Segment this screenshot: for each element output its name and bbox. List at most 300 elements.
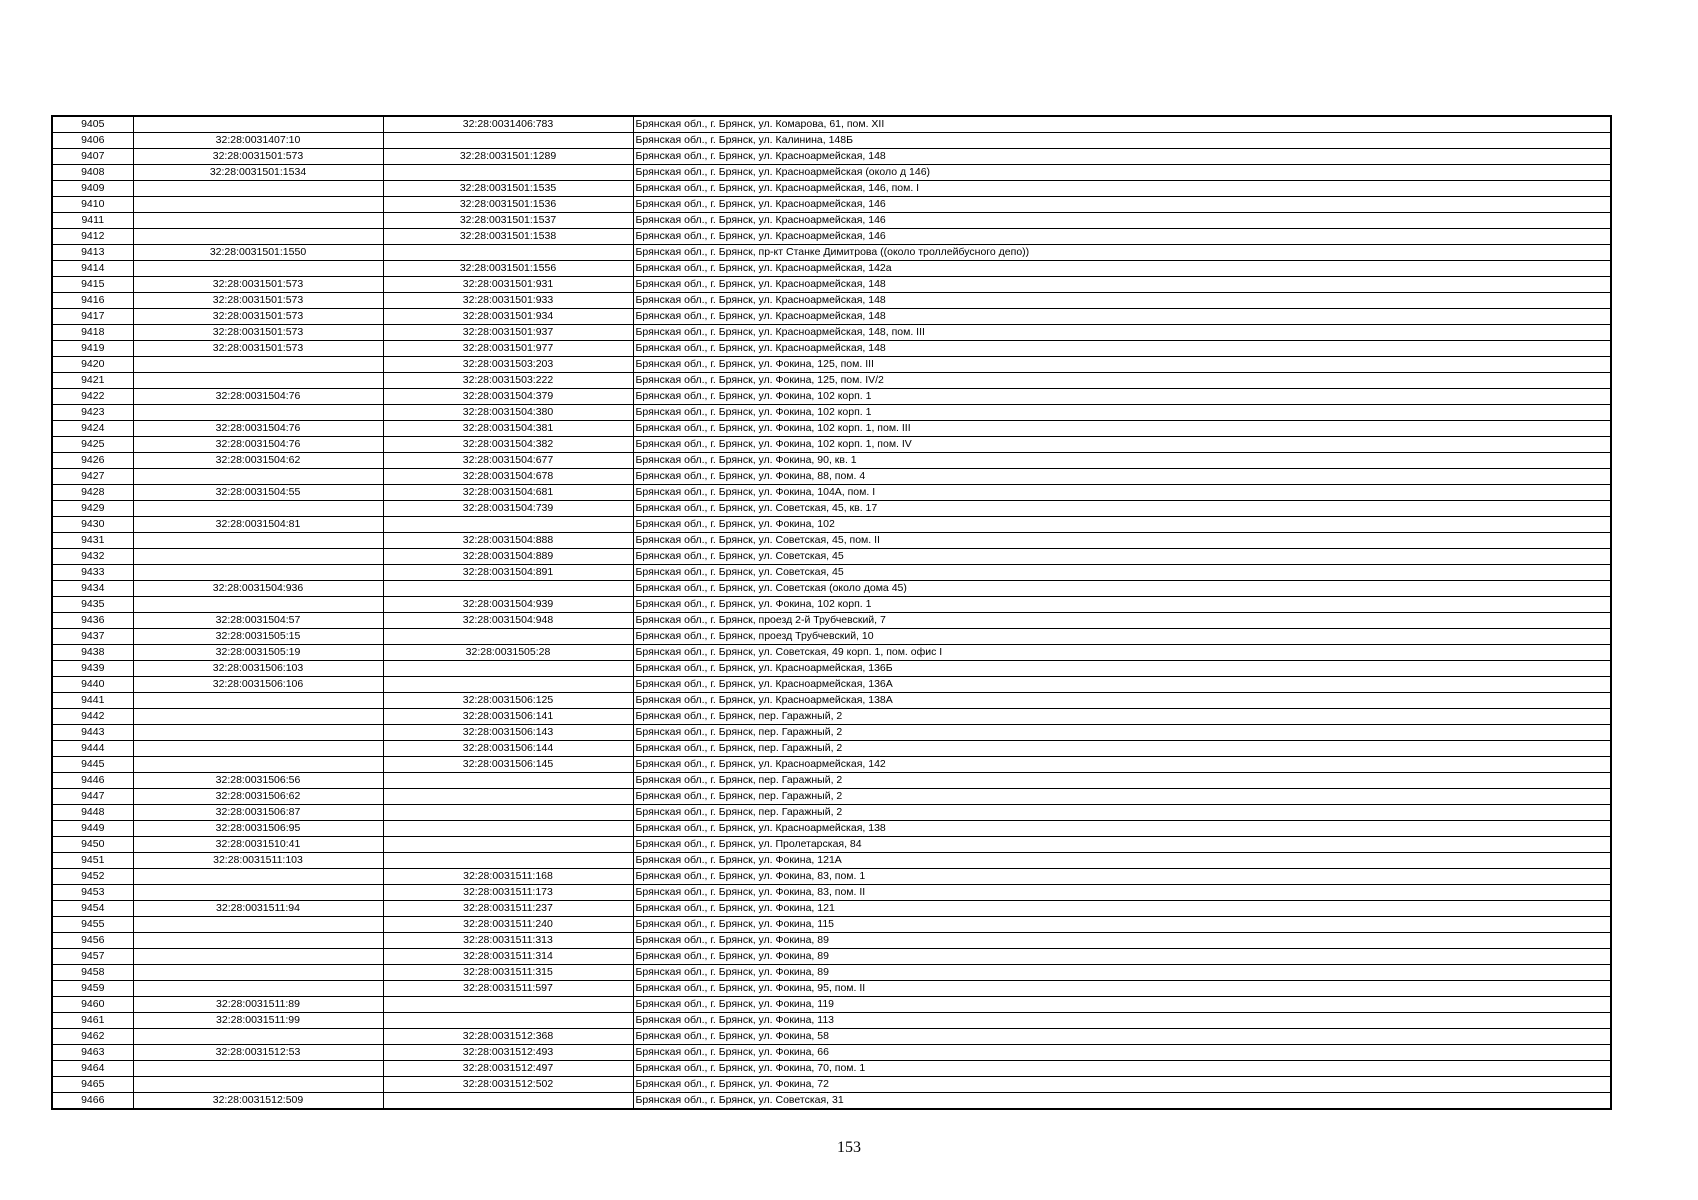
address-cell: Брянская обл., г. Брянск, ул. Красноармейская, 146 bbox=[633, 213, 1611, 229]
address-cell: Брянская обл., г. Брянск, ул. Красноармейская, 138А bbox=[633, 693, 1611, 709]
row-number-cell: 9435 bbox=[52, 597, 133, 613]
address-cell: Брянская обл., г. Брянск, ул. Красноармейская, 142а bbox=[633, 261, 1611, 277]
land-cadastral-number-cell: 32:28:0031501:573 bbox=[133, 293, 383, 309]
table-row bbox=[52, 901, 1611, 917]
land-cadastral-number-cell bbox=[133, 597, 383, 613]
row-number-cell: 9432 bbox=[52, 549, 133, 565]
address-cell: Брянская обл., г. Брянск, ул. Красноармейская, 148 bbox=[633, 277, 1611, 293]
registry-table-body bbox=[52, 116, 1611, 1109]
registry-table bbox=[51, 115, 1612, 1110]
row-number-cell: 9436 bbox=[52, 613, 133, 629]
table-row bbox=[52, 1061, 1611, 1077]
row-number-cell: 9422 bbox=[52, 389, 133, 405]
land-cadastral-number-cell bbox=[133, 885, 383, 901]
address-cell: Брянская обл., г. Брянск, ул. Фокина, 70, пом. 1 bbox=[633, 1061, 1611, 1077]
land-cadastral-number-cell bbox=[133, 757, 383, 773]
address-cell: Брянская обл., г. Брянск, ул. Фокина, 102 корп. 1 bbox=[633, 389, 1611, 405]
table-row bbox=[52, 981, 1611, 997]
table-row bbox=[52, 293, 1611, 309]
table-row bbox=[52, 357, 1611, 373]
row-number-cell: 9457 bbox=[52, 949, 133, 965]
row-number-cell: 9416 bbox=[52, 293, 133, 309]
table-row bbox=[52, 181, 1611, 197]
land-cadastral-number-cell bbox=[133, 469, 383, 485]
page-number: 153 bbox=[837, 1139, 861, 1156]
row-number-cell: 9424 bbox=[52, 421, 133, 437]
table-row bbox=[52, 757, 1611, 773]
address-cell: Брянская обл., г. Брянск, ул. Красноармейская, 136А bbox=[633, 677, 1611, 693]
row-number-cell: 9433 bbox=[52, 565, 133, 581]
table-row bbox=[52, 277, 1611, 293]
row-number-cell: 9449 bbox=[52, 821, 133, 837]
land-cadastral-number-cell bbox=[133, 965, 383, 981]
table-row bbox=[52, 453, 1611, 469]
row-number-cell: 9409 bbox=[52, 181, 133, 197]
row-number-cell: 9434 bbox=[52, 581, 133, 597]
land-cadastral-number-cell bbox=[133, 197, 383, 213]
object-cadastral-number-cell: 32:28:0031504:681 bbox=[383, 485, 633, 501]
address-cell: Брянская обл., г. Брянск, ул. Комарова, 61, пом. XII bbox=[633, 116, 1611, 133]
table-row bbox=[52, 1029, 1611, 1045]
address-cell: Брянская обл., г. Брянск, ул. Фокина, 83, пом. 1 bbox=[633, 869, 1611, 885]
land-cadastral-number-cell: 32:28:0031510:41 bbox=[133, 837, 383, 853]
object-cadastral-number-cell: 32:28:0031501:934 bbox=[383, 309, 633, 325]
table-row bbox=[52, 213, 1611, 229]
row-number-cell: 9438 bbox=[52, 645, 133, 661]
object-cadastral-number-cell: 32:28:0031506:144 bbox=[383, 741, 633, 757]
land-cadastral-number-cell: 32:28:0031504:81 bbox=[133, 517, 383, 533]
object-cadastral-number-cell: 32:28:0031506:125 bbox=[383, 693, 633, 709]
address-cell: Брянская обл., г. Брянск, пер. Гаражный, 2 bbox=[633, 805, 1611, 821]
land-cadastral-number-cell: 32:28:0031504:76 bbox=[133, 421, 383, 437]
object-cadastral-number-cell bbox=[383, 1093, 633, 1110]
table-row bbox=[52, 229, 1611, 245]
row-number-cell: 9450 bbox=[52, 837, 133, 853]
table-row bbox=[52, 869, 1611, 885]
address-cell: Брянская обл., г. Брянск, ул. Фокина, 89 bbox=[633, 933, 1611, 949]
object-cadastral-number-cell: 32:28:0031501:1556 bbox=[383, 261, 633, 277]
land-cadastral-number-cell: 32:28:0031505:19 bbox=[133, 645, 383, 661]
address-cell: Брянская обл., г. Брянск, ул. Фокина, 121 bbox=[633, 901, 1611, 917]
object-cadastral-number-cell: 32:28:0031511:315 bbox=[383, 965, 633, 981]
table-row bbox=[52, 341, 1611, 357]
address-cell: Брянская обл., г. Брянск, пер. Гаражный, 2 bbox=[633, 709, 1611, 725]
table-row bbox=[52, 533, 1611, 549]
row-number-cell: 9441 bbox=[52, 693, 133, 709]
row-number-cell: 9414 bbox=[52, 261, 133, 277]
object-cadastral-number-cell: 32:28:0031511:313 bbox=[383, 933, 633, 949]
address-cell: Брянская обл., г. Брянск, ул. Красноармейская, 148 bbox=[633, 293, 1611, 309]
object-cadastral-number-cell: 32:28:0031503:222 bbox=[383, 373, 633, 389]
row-number-cell: 9464 bbox=[52, 1061, 133, 1077]
land-cadastral-number-cell: 32:28:0031501:573 bbox=[133, 325, 383, 341]
table-row bbox=[52, 661, 1611, 677]
row-number-cell: 9443 bbox=[52, 725, 133, 741]
object-cadastral-number-cell: 32:28:0031504:677 bbox=[383, 453, 633, 469]
object-cadastral-number-cell: 32:28:0031503:203 bbox=[383, 357, 633, 373]
table-row bbox=[52, 309, 1611, 325]
object-cadastral-number-cell: 32:28:0031506:141 bbox=[383, 709, 633, 725]
row-number-cell: 9460 bbox=[52, 997, 133, 1013]
object-cadastral-number-cell: 32:28:0031504:889 bbox=[383, 549, 633, 565]
object-cadastral-number-cell bbox=[383, 997, 633, 1013]
object-cadastral-number-cell: 32:28:0031504:379 bbox=[383, 389, 633, 405]
land-cadastral-number-cell bbox=[133, 693, 383, 709]
table-row bbox=[52, 549, 1611, 565]
row-number-cell: 9452 bbox=[52, 869, 133, 885]
row-number-cell: 9446 bbox=[52, 773, 133, 789]
address-cell: Брянская обл., г. Брянск, ул. Фокина, 102 корп. 1, пом. IV bbox=[633, 437, 1611, 453]
land-cadastral-number-cell bbox=[133, 405, 383, 421]
row-number-cell: 9456 bbox=[52, 933, 133, 949]
table-row bbox=[52, 629, 1611, 645]
address-cell: Брянская обл., г. Брянск, ул. Советская, 49 корп. 1, пом. офис I bbox=[633, 645, 1611, 661]
land-cadastral-number-cell bbox=[133, 549, 383, 565]
row-number-cell: 9462 bbox=[52, 1029, 133, 1045]
land-cadastral-number-cell bbox=[133, 373, 383, 389]
object-cadastral-number-cell bbox=[383, 581, 633, 597]
land-cadastral-number-cell bbox=[133, 565, 383, 581]
address-cell: Брянская обл., г. Брянск, проезд Трубчевский, 10 bbox=[633, 629, 1611, 645]
address-cell: Брянская обл., г. Брянск, ул. Фокина, 119 bbox=[633, 997, 1611, 1013]
address-cell: Брянская обл., г. Брянск, пр-кт Станке Димитрова ((около троллейбусного депо)) bbox=[633, 245, 1611, 261]
table-row bbox=[52, 917, 1611, 933]
address-cell: Брянская обл., г. Брянск, ул. Фокина, 102 bbox=[633, 517, 1611, 533]
land-cadastral-number-cell: 32:28:0031504:55 bbox=[133, 485, 383, 501]
row-number-cell: 9423 bbox=[52, 405, 133, 421]
row-number-cell: 9461 bbox=[52, 1013, 133, 1029]
row-number-cell: 9439 bbox=[52, 661, 133, 677]
land-cadastral-number-cell: 32:28:0031501:573 bbox=[133, 149, 383, 165]
address-cell: Брянская обл., г. Брянск, ул. Фокина, 113 bbox=[633, 1013, 1611, 1029]
land-cadastral-number-cell: 32:28:0031511:94 bbox=[133, 901, 383, 917]
address-cell: Брянская обл., г. Брянск, ул. Фокина, 89 bbox=[633, 965, 1611, 981]
row-number-cell: 9408 bbox=[52, 165, 133, 181]
object-cadastral-number-cell: 32:28:0031511:168 bbox=[383, 869, 633, 885]
land-cadastral-number-cell bbox=[133, 1061, 383, 1077]
object-cadastral-number-cell: 32:28:0031501:977 bbox=[383, 341, 633, 357]
object-cadastral-number-cell bbox=[383, 661, 633, 677]
land-cadastral-number-cell: 32:28:0031501:573 bbox=[133, 341, 383, 357]
land-cadastral-number-cell: 32:28:0031506:95 bbox=[133, 821, 383, 837]
object-cadastral-number-cell: 32:28:0031406:783 bbox=[383, 116, 633, 133]
land-cadastral-number-cell bbox=[133, 116, 383, 133]
land-cadastral-number-cell: 32:28:0031501:573 bbox=[133, 277, 383, 293]
table-row bbox=[52, 165, 1611, 181]
land-cadastral-number-cell bbox=[133, 501, 383, 517]
table-row bbox=[52, 597, 1611, 613]
address-cell: Брянская обл., г. Брянск, ул. Фокина, 88, пом. 4 bbox=[633, 469, 1611, 485]
address-cell: Брянская обл., г. Брянск, ул. Советская, 45 bbox=[633, 549, 1611, 565]
row-number-cell: 9466 bbox=[52, 1093, 133, 1110]
object-cadastral-number-cell: 32:28:0031511:314 bbox=[383, 949, 633, 965]
address-cell: Брянская обл., г. Брянск, пер. Гаражный, 2 bbox=[633, 789, 1611, 805]
table-row bbox=[52, 501, 1611, 517]
row-number-cell: 9413 bbox=[52, 245, 133, 261]
object-cadastral-number-cell: 32:28:0031512:493 bbox=[383, 1045, 633, 1061]
land-cadastral-number-cell: 32:28:0031506:62 bbox=[133, 789, 383, 805]
row-number-cell: 9448 bbox=[52, 805, 133, 821]
object-cadastral-number-cell: 32:28:0031506:145 bbox=[383, 757, 633, 773]
object-cadastral-number-cell: 32:28:0031501:937 bbox=[383, 325, 633, 341]
object-cadastral-number-cell: 32:28:0031512:502 bbox=[383, 1077, 633, 1093]
land-cadastral-number-cell: 32:28:0031504:62 bbox=[133, 453, 383, 469]
table-row bbox=[52, 389, 1611, 405]
row-number-cell: 9418 bbox=[52, 325, 133, 341]
table-row bbox=[52, 789, 1611, 805]
table-row bbox=[52, 149, 1611, 165]
row-number-cell: 9444 bbox=[52, 741, 133, 757]
address-cell: Брянская обл., г. Брянск, проезд 2-й Трубчевский, 7 bbox=[633, 613, 1611, 629]
row-number-cell: 9411 bbox=[52, 213, 133, 229]
object-cadastral-number-cell: 32:28:0031504:939 bbox=[383, 597, 633, 613]
object-cadastral-number-cell bbox=[383, 773, 633, 789]
address-cell: Брянская обл., г. Брянск, ул. Советская, 45, пом. II bbox=[633, 533, 1611, 549]
table-row bbox=[52, 773, 1611, 789]
land-cadastral-number-cell bbox=[133, 741, 383, 757]
object-cadastral-number-cell: 32:28:0031512:497 bbox=[383, 1061, 633, 1077]
row-number-cell: 9440 bbox=[52, 677, 133, 693]
row-number-cell: 9445 bbox=[52, 757, 133, 773]
row-number-cell: 9425 bbox=[52, 437, 133, 453]
address-cell: Брянская обл., г. Брянск, пер. Гаражный, 2 bbox=[633, 741, 1611, 757]
table-row bbox=[52, 933, 1611, 949]
land-cadastral-number-cell bbox=[133, 709, 383, 725]
object-cadastral-number-cell: 32:28:0031504:948 bbox=[383, 613, 633, 629]
row-number-cell: 9459 bbox=[52, 981, 133, 997]
object-cadastral-number-cell bbox=[383, 821, 633, 837]
land-cadastral-number-cell bbox=[133, 229, 383, 245]
table-row bbox=[52, 821, 1611, 837]
land-cadastral-number-cell bbox=[133, 981, 383, 997]
address-cell: Брянская обл., г. Брянск, ул. Калинина, 148Б bbox=[633, 133, 1611, 149]
land-cadastral-number-cell: 32:28:0031506:87 bbox=[133, 805, 383, 821]
row-number-cell: 9430 bbox=[52, 517, 133, 533]
table-row bbox=[52, 949, 1611, 965]
land-cadastral-number-cell: 32:28:0031501:573 bbox=[133, 309, 383, 325]
land-cadastral-number-cell bbox=[133, 261, 383, 277]
object-cadastral-number-cell: 32:28:0031504:381 bbox=[383, 421, 633, 437]
object-cadastral-number-cell bbox=[383, 677, 633, 693]
address-cell: Брянская обл., г. Брянск, ул. Фокина, 72 bbox=[633, 1077, 1611, 1093]
table-row bbox=[52, 693, 1611, 709]
table-row bbox=[52, 613, 1611, 629]
land-cadastral-number-cell: 32:28:0031512:509 bbox=[133, 1093, 383, 1110]
address-cell: Брянская обл., г. Брянск, ул. Фокина, 102 корп. 1 bbox=[633, 405, 1611, 421]
land-cadastral-number-cell bbox=[133, 725, 383, 741]
row-number-cell: 9421 bbox=[52, 373, 133, 389]
object-cadastral-number-cell: 32:28:0031511:237 bbox=[383, 901, 633, 917]
row-number-cell: 9412 bbox=[52, 229, 133, 245]
address-cell: Брянская обл., г. Брянск, ул. Красноармейская, 146, пом. I bbox=[633, 181, 1611, 197]
object-cadastral-number-cell: 32:28:0031511:240 bbox=[383, 917, 633, 933]
table-row bbox=[52, 261, 1611, 277]
row-number-cell: 9415 bbox=[52, 277, 133, 293]
table-row bbox=[52, 133, 1611, 149]
object-cadastral-number-cell bbox=[383, 805, 633, 821]
table-row bbox=[52, 885, 1611, 901]
table-row bbox=[52, 197, 1611, 213]
table-row bbox=[52, 1093, 1611, 1110]
land-cadastral-number-cell: 32:28:0031501:1550 bbox=[133, 245, 383, 261]
land-cadastral-number-cell: 32:28:0031511:103 bbox=[133, 853, 383, 869]
row-number-cell: 9437 bbox=[52, 629, 133, 645]
land-cadastral-number-cell: 32:28:0031504:936 bbox=[133, 581, 383, 597]
object-cadastral-number-cell: 32:28:0031501:1536 bbox=[383, 197, 633, 213]
address-cell: Брянская обл., г. Брянск, ул. Фокина, 125, пом. IV/2 bbox=[633, 373, 1611, 389]
address-cell: Брянская обл., г. Брянск, ул. Фокина, 104А, пом. I bbox=[633, 485, 1611, 501]
address-cell: Брянская обл., г. Брянск, ул. Красноармейская, 136Б bbox=[633, 661, 1611, 677]
address-cell: Брянская обл., г. Брянск, ул. Красноармейская, 146 bbox=[633, 229, 1611, 245]
address-cell: Брянская обл., г. Брянск, ул. Советская (около дома 45) bbox=[633, 581, 1611, 597]
address-cell: Брянская обл., г. Брянск, ул. Фокина, 121А bbox=[633, 853, 1611, 869]
row-number-cell: 9454 bbox=[52, 901, 133, 917]
object-cadastral-number-cell: 32:28:0031511:173 bbox=[383, 885, 633, 901]
address-cell: Брянская обл., г. Брянск, ул. Фокина, 90, кв. 1 bbox=[633, 453, 1611, 469]
table-row bbox=[52, 677, 1611, 693]
table-row bbox=[52, 565, 1611, 581]
table-row bbox=[52, 709, 1611, 725]
land-cadastral-number-cell bbox=[133, 949, 383, 965]
address-cell: Брянская обл., г. Брянск, ул. Красноармейская, 146 bbox=[633, 197, 1611, 213]
object-cadastral-number-cell: 32:28:0031511:597 bbox=[383, 981, 633, 997]
land-cadastral-number-cell: 32:28:0031511:89 bbox=[133, 997, 383, 1013]
land-cadastral-number-cell bbox=[133, 1077, 383, 1093]
object-cadastral-number-cell bbox=[383, 1013, 633, 1029]
address-cell: Брянская обл., г. Брянск, ул. Пролетарская, 84 bbox=[633, 837, 1611, 853]
table-row bbox=[52, 837, 1611, 853]
table-row bbox=[52, 485, 1611, 501]
table-row bbox=[52, 1045, 1611, 1061]
table-row bbox=[52, 373, 1611, 389]
table-row bbox=[52, 469, 1611, 485]
table-row bbox=[52, 997, 1611, 1013]
address-cell: Брянская обл., г. Брянск, ул. Фокина, 115 bbox=[633, 917, 1611, 933]
object-cadastral-number-cell: 32:28:0031501:1535 bbox=[383, 181, 633, 197]
table-row bbox=[52, 325, 1611, 341]
object-cadastral-number-cell: 32:28:0031501:1538 bbox=[383, 229, 633, 245]
land-cadastral-number-cell: 32:28:0031512:53 bbox=[133, 1045, 383, 1061]
land-cadastral-number-cell: 32:28:0031505:15 bbox=[133, 629, 383, 645]
object-cadastral-number-cell bbox=[383, 133, 633, 149]
land-cadastral-number-cell bbox=[133, 933, 383, 949]
table-row bbox=[52, 581, 1611, 597]
address-cell: Брянская обл., г. Брянск, ул. Советская, 31 bbox=[633, 1093, 1611, 1110]
address-cell: Брянская обл., г. Брянск, ул. Красноармейская (около д 146) bbox=[633, 165, 1611, 181]
address-cell: Брянская обл., г. Брянск, пер. Гаражный, 2 bbox=[633, 773, 1611, 789]
object-cadastral-number-cell: 32:28:0031506:143 bbox=[383, 725, 633, 741]
table-row bbox=[52, 1013, 1611, 1029]
address-cell: Брянская обл., г. Брянск, ул. Фокина, 95, пом. II bbox=[633, 981, 1611, 997]
address-cell: Брянская обл., г. Брянск, ул. Фокина, 89 bbox=[633, 949, 1611, 965]
land-cadastral-number-cell: 32:28:0031506:56 bbox=[133, 773, 383, 789]
address-cell: Брянская обл., г. Брянск, пер. Гаражный, 2 bbox=[633, 725, 1611, 741]
object-cadastral-number-cell bbox=[383, 853, 633, 869]
row-number-cell: 9420 bbox=[52, 357, 133, 373]
address-cell: Брянская обл., г. Брянск, ул. Фокина, 102 корп. 1, пом. III bbox=[633, 421, 1611, 437]
row-number-cell: 9429 bbox=[52, 501, 133, 517]
row-number-cell: 9419 bbox=[52, 341, 133, 357]
table-row bbox=[52, 1077, 1611, 1093]
address-cell: Брянская обл., г. Брянск, ул. Советская, 45 bbox=[633, 565, 1611, 581]
land-cadastral-number-cell: 32:28:0031511:99 bbox=[133, 1013, 383, 1029]
row-number-cell: 9405 bbox=[52, 116, 133, 133]
object-cadastral-number-cell: 32:28:0031501:931 bbox=[383, 277, 633, 293]
object-cadastral-number-cell bbox=[383, 789, 633, 805]
object-cadastral-number-cell: 32:28:0031501:1289 bbox=[383, 149, 633, 165]
row-number-cell: 9427 bbox=[52, 469, 133, 485]
object-cadastral-number-cell: 32:28:0031504:678 bbox=[383, 469, 633, 485]
row-number-cell: 9442 bbox=[52, 709, 133, 725]
row-number-cell: 9417 bbox=[52, 309, 133, 325]
object-cadastral-number-cell: 32:28:0031501:1537 bbox=[383, 213, 633, 229]
land-cadastral-number-cell: 32:28:0031407:10 bbox=[133, 133, 383, 149]
address-cell: Брянская обл., г. Брянск, ул. Фокина, 125, пом. III bbox=[633, 357, 1611, 373]
table-row bbox=[52, 421, 1611, 437]
land-cadastral-number-cell: 32:28:0031501:1534 bbox=[133, 165, 383, 181]
table-row bbox=[52, 517, 1611, 533]
address-cell: Брянская обл., г. Брянск, ул. Красноармейская, 142 bbox=[633, 757, 1611, 773]
object-cadastral-number-cell: 32:28:0031504:739 bbox=[383, 501, 633, 517]
land-cadastral-number-cell bbox=[133, 213, 383, 229]
address-cell: Брянская обл., г. Брянск, ул. Фокина, 58 bbox=[633, 1029, 1611, 1045]
object-cadastral-number-cell: 32:28:0031504:888 bbox=[383, 533, 633, 549]
object-cadastral-number-cell bbox=[383, 629, 633, 645]
address-cell: Брянская обл., г. Брянск, ул. Красноармейская, 148 bbox=[633, 309, 1611, 325]
table-row bbox=[52, 965, 1611, 981]
object-cadastral-number-cell: 32:28:0031504:380 bbox=[383, 405, 633, 421]
land-cadastral-number-cell bbox=[133, 917, 383, 933]
row-number-cell: 9428 bbox=[52, 485, 133, 501]
address-cell: Брянская обл., г. Брянск, ул. Фокина, 66 bbox=[633, 1045, 1611, 1061]
land-cadastral-number-cell bbox=[133, 357, 383, 373]
object-cadastral-number-cell: 32:28:0031501:933 bbox=[383, 293, 633, 309]
table-row bbox=[52, 245, 1611, 261]
address-cell: Брянская обл., г. Брянск, ул. Красноармейская, 148, пом. III bbox=[633, 325, 1611, 341]
land-cadastral-number-cell bbox=[133, 181, 383, 197]
table-row bbox=[52, 805, 1611, 821]
table-row bbox=[52, 405, 1611, 421]
table-row bbox=[52, 853, 1611, 869]
land-cadastral-number-cell: 32:28:0031504:57 bbox=[133, 613, 383, 629]
table-row bbox=[52, 437, 1611, 453]
land-cadastral-number-cell bbox=[133, 869, 383, 885]
row-number-cell: 9406 bbox=[52, 133, 133, 149]
address-cell: Брянская обл., г. Брянск, ул. Красноармейская, 148 bbox=[633, 341, 1611, 357]
row-number-cell: 9455 bbox=[52, 917, 133, 933]
object-cadastral-number-cell bbox=[383, 517, 633, 533]
land-cadastral-number-cell: 32:28:0031504:76 bbox=[133, 389, 383, 405]
row-number-cell: 9453 bbox=[52, 885, 133, 901]
object-cadastral-number-cell: 32:28:0031504:891 bbox=[383, 565, 633, 581]
row-number-cell: 9407 bbox=[52, 149, 133, 165]
row-number-cell: 9451 bbox=[52, 853, 133, 869]
row-number-cell: 9465 bbox=[52, 1077, 133, 1093]
object-cadastral-number-cell: 32:28:0031512:368 bbox=[383, 1029, 633, 1045]
land-cadastral-number-cell: 32:28:0031506:106 bbox=[133, 677, 383, 693]
object-cadastral-number-cell: 32:28:0031504:382 bbox=[383, 437, 633, 453]
row-number-cell: 9426 bbox=[52, 453, 133, 469]
land-cadastral-number-cell bbox=[133, 533, 383, 549]
table-row bbox=[52, 725, 1611, 741]
address-cell: Брянская обл., г. Брянск, ул. Фокина, 102 корп. 1 bbox=[633, 597, 1611, 613]
land-cadastral-number-cell bbox=[133, 1029, 383, 1045]
row-number-cell: 9431 bbox=[52, 533, 133, 549]
table-row bbox=[52, 116, 1611, 133]
object-cadastral-number-cell bbox=[383, 165, 633, 181]
land-cadastral-number-cell: 32:28:0031504:76 bbox=[133, 437, 383, 453]
row-number-cell: 9458 bbox=[52, 965, 133, 981]
